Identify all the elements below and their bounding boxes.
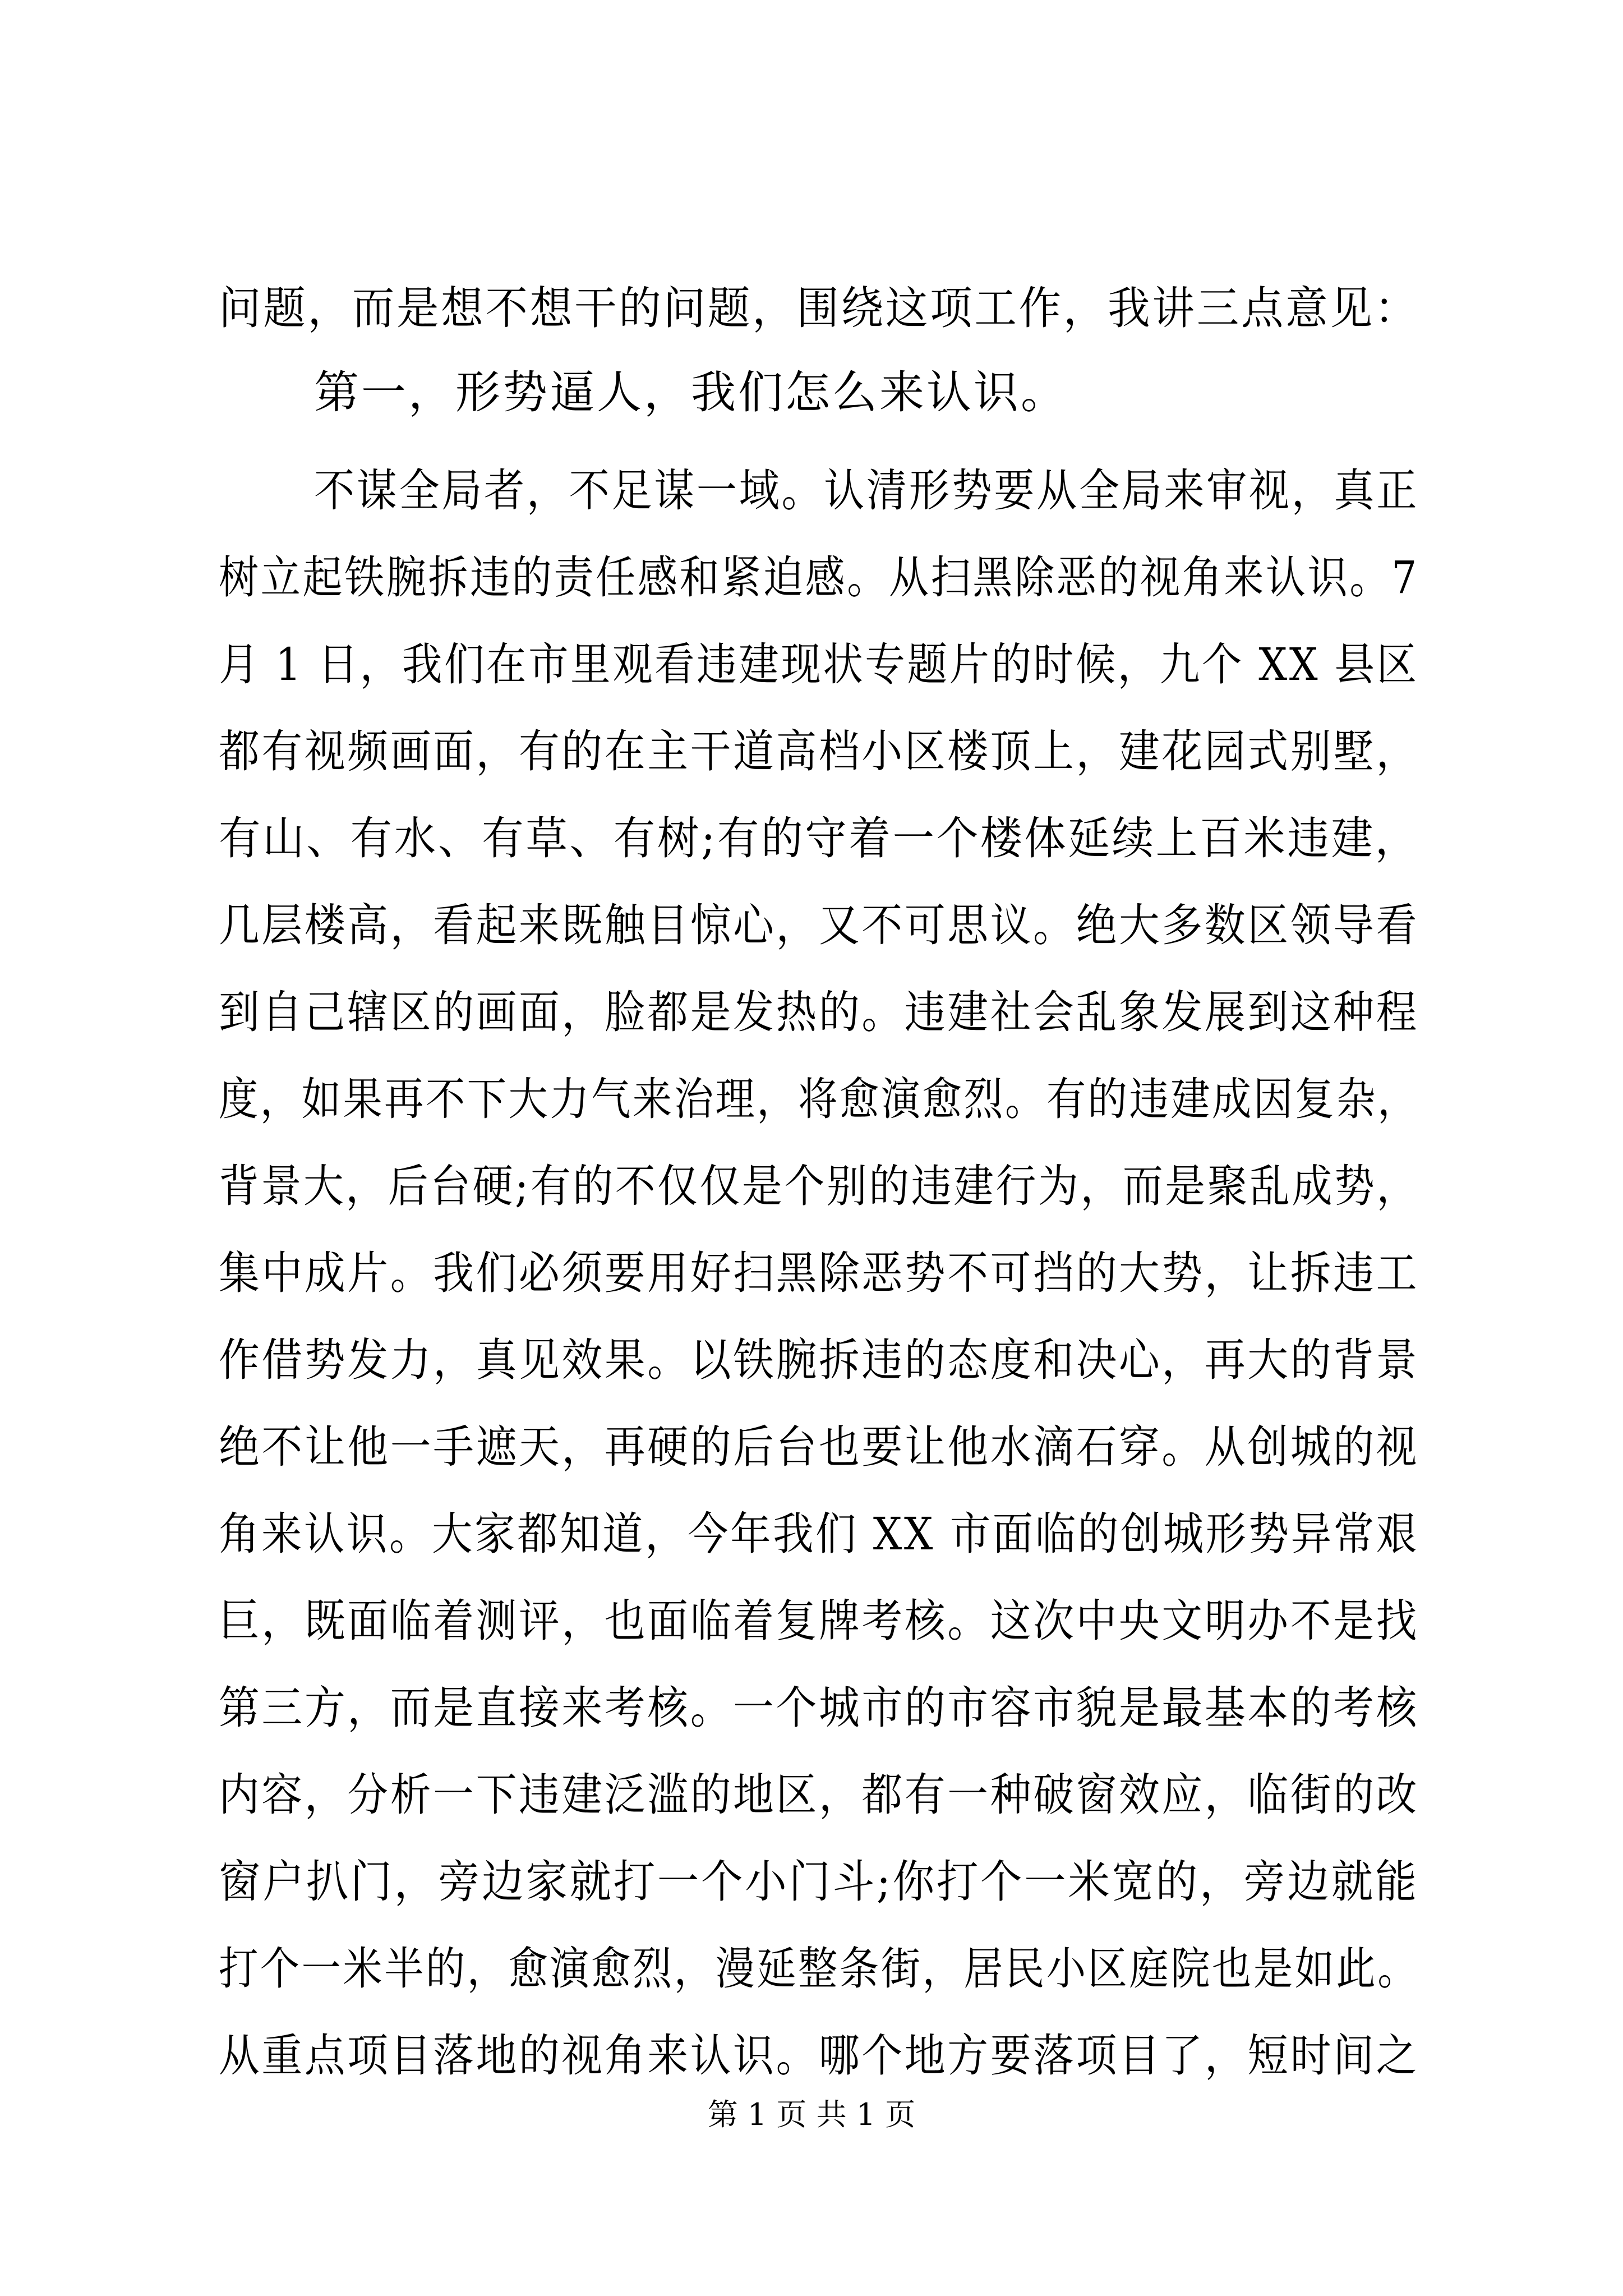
text-line: 月 1 日，我们在市里观看违建现状专题片的时候，九个 XX 县区 xyxy=(219,638,1419,691)
text-line: 内容，分析一下违建泛滥的地区，都有一种破窗效应，临街的改 xyxy=(219,1769,1419,1821)
text-line: 窗户扒门，旁边家就打一个小门斗;你打个一米宽的，旁边就能 xyxy=(219,1856,1419,1908)
text-line: 树立起铁腕拆违的责任感和紧迫感。从扫黑除恶的视角来认识。7 xyxy=(219,551,1419,604)
text-line: 集中成片。我们必须要用好扫黑除恶势不可挡的大势，让拆违工 xyxy=(219,1247,1419,1299)
text-line: 打个一米半的，愈演愈烈，漫延整条街，居民小区庭院也是如此。 xyxy=(219,1943,1419,1995)
text-line: 作借势发力，真见效果。以铁腕拆违的态度和决心，再大的背景 xyxy=(219,1334,1419,1386)
text-line: 从重点项目落地的视角来认识。哪个地方要落项目了，短时间之 xyxy=(219,2030,1419,2082)
text-line: 绝不让他一手遮天，再硬的后台也要让他水滴石穿。从创城的视 xyxy=(219,1421,1419,1473)
text-line: 第一，形势逼人，我们怎么来认识。 xyxy=(314,366,1068,418)
text-line: 问题，而是想不想干的问题，围绕这项工作，我讲三点意见： xyxy=(219,282,1419,334)
text-line: 角来认识。大家都知道，今年我们 XX 市面临的创城形势异常艰 xyxy=(219,1508,1419,1560)
text-line: 到自己辖区的画面，脸都是发热的。违建社会乱象发展到这种程 xyxy=(219,986,1419,1038)
text-line: 背景大，后台硬;有的不仅仅是个别的违建行为，而是聚乱成势， xyxy=(219,1160,1419,1212)
text-line: 几层楼高，看起来既触目惊心，又不可思议。绝大多数区领导看 xyxy=(219,899,1419,951)
text-line: 有山、有水、有草、有树;有的守着一个楼体延续上百米违建， xyxy=(219,812,1419,864)
text-line: 第三方，而是直接来考核。一个城市的市容市貌是最基本的考核 xyxy=(219,1682,1419,1734)
text-line: 巨，既面临着测评，也面临着复牌考核。这次中央文明办不是找 xyxy=(219,1595,1419,1647)
text-line: 度，如果再不下大力气来治理，将愈演愈烈。有的违建成因复杂， xyxy=(219,1073,1419,1125)
page-footer: 第 1 页 共 1 页 xyxy=(707,2097,916,2132)
text-line: 不谋全局者，不足谋一域。认清形势要从全局来审视，真正 xyxy=(314,464,1419,517)
text-line: 都有视频画面，有的在主干道高档小区楼顶上，建花园式别墅， xyxy=(219,725,1419,777)
